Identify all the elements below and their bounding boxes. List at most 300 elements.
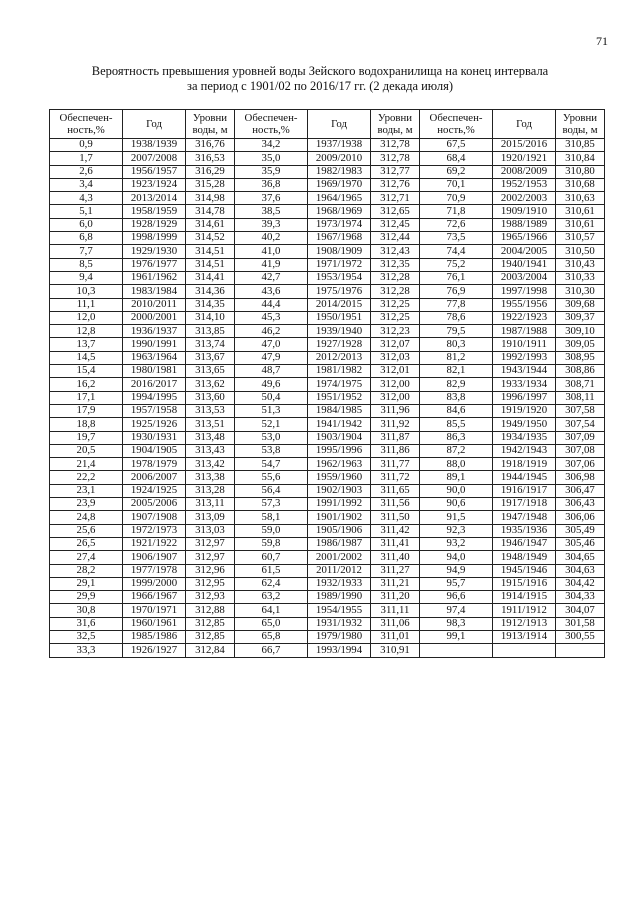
year-cell: 1978/1979 [123, 458, 186, 471]
probability-cell: 72,6 [420, 218, 493, 231]
probability-cell: 40,2 [235, 232, 308, 245]
year-cell: 1938/1939 [123, 139, 186, 152]
level-cell: 304,65 [556, 551, 605, 564]
level-cell: 310,50 [556, 245, 605, 258]
year-cell: 1927/1928 [308, 338, 371, 351]
probability-cell: 44,4 [235, 298, 308, 311]
table-row [50, 418, 605, 431]
probability-cell: 29,9 [50, 591, 123, 604]
level-cell: 312,65 [371, 205, 420, 218]
probability-cell: 67,5 [420, 139, 493, 152]
probability-cell: 58,1 [235, 511, 308, 524]
probability-cell: 57,3 [235, 498, 308, 511]
level-cell: 309,68 [556, 298, 605, 311]
year-cell: 1962/1963 [308, 458, 371, 471]
table-row [50, 351, 605, 364]
year-cell: 1903/1904 [308, 431, 371, 444]
probability-cell: 14,5 [50, 351, 123, 364]
level-cell: 304,42 [556, 577, 605, 590]
level-cell: 310,30 [556, 285, 605, 298]
level-cell: 307,54 [556, 418, 605, 431]
probability-cell: 87,2 [420, 444, 493, 457]
probability-cell: 19,7 [50, 431, 123, 444]
probability-cell: 96,6 [420, 591, 493, 604]
probability-cell: 86,3 [420, 431, 493, 444]
table-row [50, 232, 605, 245]
table-row [50, 258, 605, 271]
probability-cell: 10,3 [50, 285, 123, 298]
level-cell: 314,51 [186, 258, 235, 271]
table-row [50, 271, 605, 284]
year-cell: 1931/1932 [308, 617, 371, 630]
level-cell [556, 644, 605, 657]
probability-cell: 66,7 [235, 644, 308, 657]
year-cell: 1914/1915 [493, 591, 556, 604]
table-row [50, 458, 605, 471]
probability-cell: 41,9 [235, 258, 308, 271]
table-header-row [50, 110, 605, 139]
year-cell: 1957/1958 [123, 404, 186, 417]
level-cell: 312,93 [186, 591, 235, 604]
probability-cell: 13,7 [50, 338, 123, 351]
year-cell: 2014/2015 [308, 298, 371, 311]
level-cell: 312,23 [371, 325, 420, 338]
year-cell: 2009/2010 [308, 152, 371, 165]
year-cell: 1997/1998 [493, 285, 556, 298]
probability-cell: 29,1 [50, 577, 123, 590]
probability-cell: 23,9 [50, 498, 123, 511]
probability-cell: 47,0 [235, 338, 308, 351]
probability-cell: 99,1 [420, 630, 493, 643]
level-cell: 307,09 [556, 431, 605, 444]
level-cell: 312,85 [186, 630, 235, 643]
year-cell: 1956/1957 [123, 165, 186, 178]
level-cell: 313,11 [186, 498, 235, 511]
probability-cell: 4,3 [50, 192, 123, 205]
year-cell: 1967/1968 [308, 232, 371, 245]
level-cell: 311,42 [371, 524, 420, 537]
year-cell: 1919/1920 [493, 404, 556, 417]
level-cell: 311,65 [371, 484, 420, 497]
table-row [50, 484, 605, 497]
year-cell: 1925/1926 [123, 418, 186, 431]
year-cell: 1917/1918 [493, 498, 556, 511]
level-cell: 313,03 [186, 524, 235, 537]
level-cell: 312,25 [371, 298, 420, 311]
probability-cell: 95,7 [420, 577, 493, 590]
level-cell: 316,29 [186, 165, 235, 178]
level-cell: 309,10 [556, 325, 605, 338]
probability-cell: 1,7 [50, 152, 123, 165]
year-cell: 1995/1996 [308, 444, 371, 457]
year-cell: 1940/1941 [493, 258, 556, 271]
level-cell: 311,96 [371, 404, 420, 417]
table-row [50, 298, 605, 311]
header-probability-3: Обеспечен-ность,% [420, 110, 493, 139]
table-row [50, 444, 605, 457]
level-cell: 310,33 [556, 271, 605, 284]
probability-cell: 47,9 [235, 351, 308, 364]
probability-cell: 77,8 [420, 298, 493, 311]
table-row [50, 165, 605, 178]
probability-cell: 24,8 [50, 511, 123, 524]
year-cell: 1934/1935 [493, 431, 556, 444]
level-cell: 312,28 [371, 285, 420, 298]
probability-cell: 55,6 [235, 471, 308, 484]
table-row [50, 365, 605, 378]
year-cell: 1977/1978 [123, 564, 186, 577]
year-cell: 1965/1966 [493, 232, 556, 245]
year-cell: 1949/1950 [493, 418, 556, 431]
probability-cell: 5,1 [50, 205, 123, 218]
table-row [50, 644, 605, 657]
probability-cell: 32,5 [50, 630, 123, 643]
probability-cell: 69,2 [420, 165, 493, 178]
water-level-table [49, 109, 605, 658]
probability-cell: 6,0 [50, 218, 123, 231]
level-cell: 311,87 [371, 431, 420, 444]
probability-cell: 68,4 [420, 152, 493, 165]
level-cell: 313,60 [186, 391, 235, 404]
level-cell: 310,43 [556, 258, 605, 271]
probability-cell: 2,6 [50, 165, 123, 178]
table-row [50, 591, 605, 604]
level-cell: 313,38 [186, 471, 235, 484]
year-cell: 1952/1953 [493, 178, 556, 191]
probability-cell: 20,5 [50, 444, 123, 457]
probability-cell: 98,3 [420, 617, 493, 630]
table-row [50, 630, 605, 643]
probability-cell: 3,4 [50, 178, 123, 191]
level-cell: 314,36 [186, 285, 235, 298]
table-row [50, 338, 605, 351]
probability-cell: 63,2 [235, 591, 308, 604]
level-cell: 310,61 [556, 218, 605, 231]
year-cell: 1987/1988 [493, 325, 556, 338]
level-cell: 310,68 [556, 178, 605, 191]
page-number: 71 [596, 34, 608, 48]
year-cell: 2003/2004 [493, 271, 556, 284]
probability-cell: 60,7 [235, 551, 308, 564]
probability-cell: 17,1 [50, 391, 123, 404]
level-cell: 312,01 [371, 365, 420, 378]
year-cell: 1909/1910 [493, 205, 556, 218]
year-cell: 1986/1987 [308, 537, 371, 550]
probability-cell: 53,0 [235, 431, 308, 444]
year-cell: 1918/1919 [493, 458, 556, 471]
year-cell: 1998/1999 [123, 232, 186, 245]
level-cell: 314,78 [186, 205, 235, 218]
year-cell: 2016/2017 [123, 378, 186, 391]
level-cell: 314,10 [186, 311, 235, 324]
level-cell: 311,40 [371, 551, 420, 564]
table-row [50, 152, 605, 165]
level-cell: 314,41 [186, 271, 235, 284]
level-cell: 311,86 [371, 444, 420, 457]
level-cell: 312,25 [371, 311, 420, 324]
table-row [50, 524, 605, 537]
year-cell: 1955/1956 [493, 298, 556, 311]
year-cell: 1953/1954 [308, 271, 371, 284]
year-cell: 2010/2011 [123, 298, 186, 311]
table-row [50, 617, 605, 630]
probability-cell: 15,4 [50, 365, 123, 378]
level-cell: 312,95 [186, 577, 235, 590]
level-cell: 313,51 [186, 418, 235, 431]
level-cell: 308,71 [556, 378, 605, 391]
probability-cell: 92,3 [420, 524, 493, 537]
level-cell: 316,53 [186, 152, 235, 165]
level-cell: 310,80 [556, 165, 605, 178]
year-cell: 1990/1991 [123, 338, 186, 351]
level-cell: 313,53 [186, 404, 235, 417]
year-cell: 1981/1982 [308, 365, 371, 378]
level-cell: 304,63 [556, 564, 605, 577]
probability-cell: 82,1 [420, 365, 493, 378]
year-cell: 1921/1922 [123, 537, 186, 550]
probability-cell: 75,2 [420, 258, 493, 271]
probability-cell: 59,8 [235, 537, 308, 550]
year-cell: 2008/2009 [493, 165, 556, 178]
level-cell: 312,71 [371, 192, 420, 205]
year-cell: 1907/1908 [123, 511, 186, 524]
year-cell: 1936/1937 [123, 325, 186, 338]
year-cell: 2006/2007 [123, 471, 186, 484]
year-cell: 1961/1962 [123, 271, 186, 284]
year-cell: 2001/2002 [308, 551, 371, 564]
year-cell: 2012/2013 [308, 351, 371, 364]
year-cell: 1954/1955 [308, 604, 371, 617]
probability-cell: 97,4 [420, 604, 493, 617]
probability-cell: 81,2 [420, 351, 493, 364]
table-body [50, 139, 605, 658]
header-level-2: Уровни воды, м [371, 110, 420, 139]
probability-cell: 71,8 [420, 205, 493, 218]
level-cell: 307,58 [556, 404, 605, 417]
level-cell: 312,00 [371, 391, 420, 404]
probability-cell: 16,2 [50, 378, 123, 391]
probability-cell: 12,8 [50, 325, 123, 338]
probability-cell: 90,0 [420, 484, 493, 497]
probability-cell: 6,8 [50, 232, 123, 245]
probability-cell: 52,1 [235, 418, 308, 431]
year-cell: 1994/1995 [123, 391, 186, 404]
table-row [50, 205, 605, 218]
level-cell: 305,46 [556, 537, 605, 550]
level-cell: 312,78 [371, 152, 420, 165]
year-cell: 1941/1942 [308, 418, 371, 431]
table-row [50, 218, 605, 231]
year-cell: 1932/1933 [308, 577, 371, 590]
year-cell: 1946/1947 [493, 537, 556, 550]
year-cell: 2002/2003 [493, 192, 556, 205]
year-cell: 1923/1924 [123, 178, 186, 191]
probability-cell: 46,2 [235, 325, 308, 338]
probability-cell: 64,1 [235, 604, 308, 617]
year-cell: 1929/1930 [123, 245, 186, 258]
level-cell: 314,61 [186, 218, 235, 231]
probability-cell: 43,6 [235, 285, 308, 298]
probability-cell: 27,4 [50, 551, 123, 564]
probability-cell: 79,5 [420, 325, 493, 338]
probability-cell: 62,4 [235, 577, 308, 590]
level-cell: 311,06 [371, 617, 420, 630]
level-cell: 311,01 [371, 630, 420, 643]
year-cell: 1933/1934 [493, 378, 556, 391]
level-cell: 312,35 [371, 258, 420, 271]
level-cell: 301,58 [556, 617, 605, 630]
year-cell: 1901/1902 [308, 511, 371, 524]
level-cell: 310,84 [556, 152, 605, 165]
level-cell: 312,88 [186, 604, 235, 617]
probability-cell: 53,8 [235, 444, 308, 457]
probability-cell: 89,1 [420, 471, 493, 484]
probability-cell: 33,3 [50, 644, 123, 657]
probability-cell: 76,9 [420, 285, 493, 298]
level-cell: 313,48 [186, 431, 235, 444]
probability-cell: 50,4 [235, 391, 308, 404]
level-cell: 312,07 [371, 338, 420, 351]
level-cell: 312,45 [371, 218, 420, 231]
year-cell: 1911/1912 [493, 604, 556, 617]
level-cell: 313,28 [186, 484, 235, 497]
year-cell: 1937/1938 [308, 139, 371, 152]
level-cell: 309,05 [556, 338, 605, 351]
level-cell: 306,06 [556, 511, 605, 524]
table-row [50, 245, 605, 258]
header-level-3: Уровни воды, м [556, 110, 605, 139]
probability-cell: 74,4 [420, 245, 493, 258]
year-cell: 2000/2001 [123, 311, 186, 324]
probability-cell: 84,6 [420, 404, 493, 417]
year-cell: 1973/1974 [308, 218, 371, 231]
level-cell: 311,21 [371, 577, 420, 590]
table-row [50, 551, 605, 564]
level-cell: 315,28 [186, 178, 235, 191]
year-cell: 1904/1905 [123, 444, 186, 457]
level-cell: 312,96 [186, 564, 235, 577]
level-cell: 312,28 [371, 271, 420, 284]
level-cell: 312,76 [371, 178, 420, 191]
level-cell: 312,43 [371, 245, 420, 258]
level-cell: 306,43 [556, 498, 605, 511]
year-cell: 1924/1925 [123, 484, 186, 497]
level-cell: 304,33 [556, 591, 605, 604]
table-row [50, 325, 605, 338]
level-cell: 313,09 [186, 511, 235, 524]
probability-cell: 70,1 [420, 178, 493, 191]
year-cell: 1902/1903 [308, 484, 371, 497]
level-cell: 311,20 [371, 591, 420, 604]
level-cell: 310,57 [556, 232, 605, 245]
table-row [50, 285, 605, 298]
probability-cell: 42,7 [235, 271, 308, 284]
level-cell: 311,27 [371, 564, 420, 577]
probability-cell: 30,8 [50, 604, 123, 617]
year-cell: 1991/1992 [308, 498, 371, 511]
table-row [50, 564, 605, 577]
table-row [50, 378, 605, 391]
level-cell: 314,98 [186, 192, 235, 205]
level-cell: 314,52 [186, 232, 235, 245]
probability-cell: 36,8 [235, 178, 308, 191]
year-cell: 1908/1909 [308, 245, 371, 258]
year-cell: 2013/2014 [123, 192, 186, 205]
level-cell: 312,97 [186, 551, 235, 564]
year-cell: 1982/1983 [308, 165, 371, 178]
level-cell: 314,51 [186, 245, 235, 258]
table-row [50, 391, 605, 404]
year-cell: 1951/1952 [308, 391, 371, 404]
probability-cell: 38,5 [235, 205, 308, 218]
level-cell: 309,37 [556, 311, 605, 324]
year-cell: 1948/1949 [493, 551, 556, 564]
level-cell: 311,77 [371, 458, 420, 471]
year-cell: 1915/1916 [493, 577, 556, 590]
level-cell: 313,67 [186, 351, 235, 364]
year-cell: 1913/1914 [493, 630, 556, 643]
year-cell: 2015/2016 [493, 139, 556, 152]
probability-cell: 94,9 [420, 564, 493, 577]
probability-cell: 90,6 [420, 498, 493, 511]
probability-cell: 80,3 [420, 338, 493, 351]
probability-cell: 83,8 [420, 391, 493, 404]
probability-cell: 82,9 [420, 378, 493, 391]
level-cell: 311,41 [371, 537, 420, 550]
probability-cell: 0,9 [50, 139, 123, 152]
year-cell: 1935/1936 [493, 524, 556, 537]
level-cell: 308,11 [556, 391, 605, 404]
year-cell: 2005/2006 [123, 498, 186, 511]
year-cell: 1950/1951 [308, 311, 371, 324]
probability-cell: 28,2 [50, 564, 123, 577]
header-level-1: Уровни воды, м [186, 110, 235, 139]
table-row [50, 604, 605, 617]
probability-cell: 59,0 [235, 524, 308, 537]
level-cell: 312,00 [371, 378, 420, 391]
year-cell [493, 644, 556, 657]
probability-cell: 18,8 [50, 418, 123, 431]
level-cell: 316,76 [186, 139, 235, 152]
year-cell: 1960/1961 [123, 617, 186, 630]
probability-cell: 26,5 [50, 537, 123, 550]
level-cell: 310,63 [556, 192, 605, 205]
probability-cell: 23,1 [50, 484, 123, 497]
year-cell: 1905/1906 [308, 524, 371, 537]
table-row [50, 537, 605, 550]
probability-cell: 21,4 [50, 458, 123, 471]
level-cell: 311,56 [371, 498, 420, 511]
level-cell: 311,11 [371, 604, 420, 617]
level-cell: 310,61 [556, 205, 605, 218]
probability-cell: 39,3 [235, 218, 308, 231]
table-row [50, 511, 605, 524]
table-row [50, 139, 605, 152]
probability-cell: 7,7 [50, 245, 123, 258]
probability-cell: 35,9 [235, 165, 308, 178]
level-cell: 313,43 [186, 444, 235, 457]
year-cell: 2004/2005 [493, 245, 556, 258]
probability-cell: 11,1 [50, 298, 123, 311]
probability-cell: 51,3 [235, 404, 308, 417]
table-row [50, 178, 605, 191]
year-cell: 1970/1971 [123, 604, 186, 617]
year-cell: 1968/1969 [308, 205, 371, 218]
year-cell: 1984/1985 [308, 404, 371, 417]
level-cell: 300,55 [556, 630, 605, 643]
level-cell: 312,97 [186, 537, 235, 550]
year-cell: 2011/2012 [308, 564, 371, 577]
